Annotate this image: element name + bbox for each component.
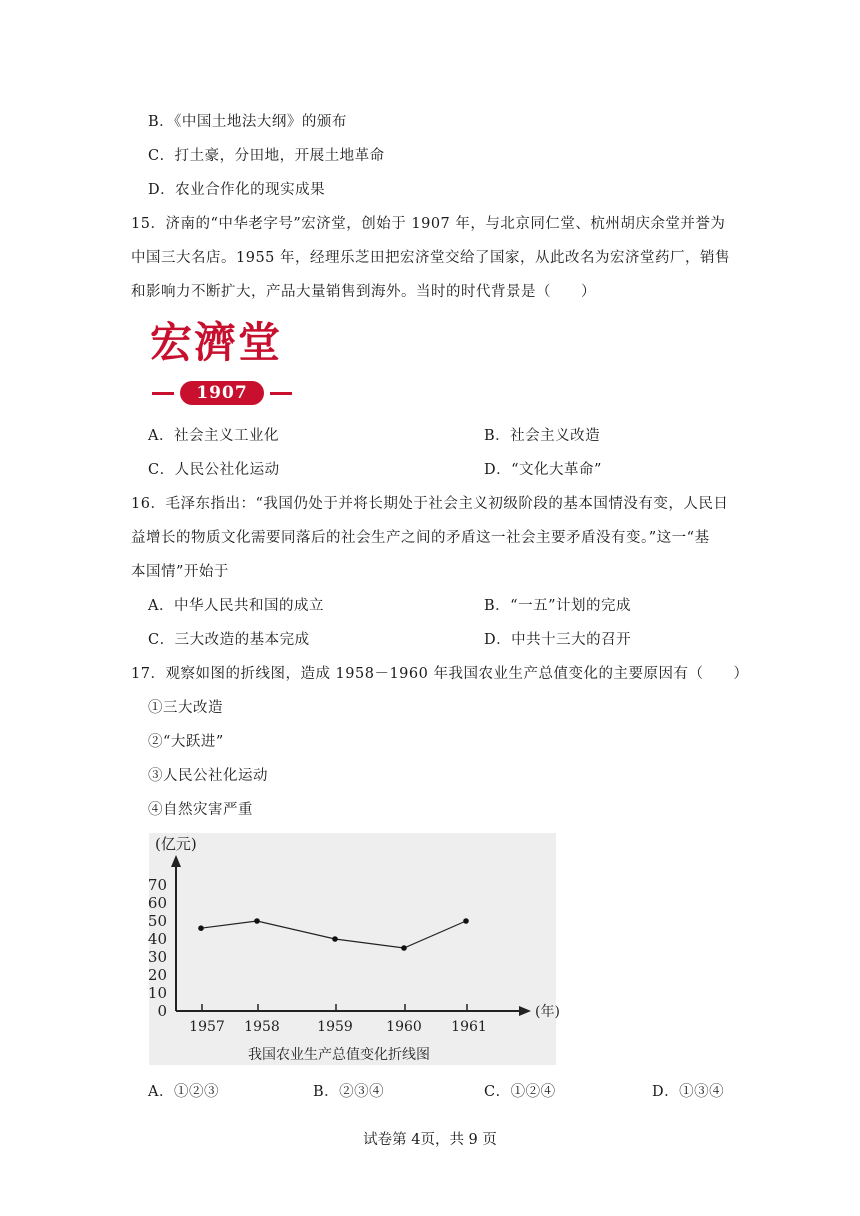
q17-item-1: ①三大改造 bbox=[148, 700, 223, 716]
q16-option-c: C．三大改造的基本完成 bbox=[148, 632, 310, 648]
q16-stem-line-3: 本国情”开始于 bbox=[131, 564, 229, 580]
chart-svg bbox=[147, 833, 560, 1065]
q17-option-b: B．②③④ bbox=[313, 1084, 385, 1100]
x-axis-label: (年) bbox=[535, 1004, 560, 1020]
q16-option-d: D．中共十三大的召开 bbox=[484, 632, 632, 648]
q17-item-3: ③人民公社化运动 bbox=[148, 768, 268, 784]
data-point-1959 bbox=[332, 936, 338, 942]
q15-stem-line-3: 和影响力不断扩大，产品大量销售到海外。当时的时代背景是（ ） bbox=[131, 284, 596, 300]
y-tick-label: 30 bbox=[147, 948, 167, 966]
series-line bbox=[201, 921, 466, 948]
q15-option-d: D．“文化大革命” bbox=[484, 462, 602, 478]
q17-option-c: C．①②④ bbox=[484, 1084, 556, 1100]
x-tick-label: 1961 bbox=[451, 1019, 487, 1035]
agri-output-chart bbox=[147, 833, 560, 1065]
q16-stem-line-1: 16．毛泽东指出：“我国仍处于并将长期处于社会主义初级阶段的基本国情没有变，人民日 bbox=[131, 496, 729, 512]
y-tick-label: 70 bbox=[147, 876, 167, 894]
q15-option-b: B．社会主义改造 bbox=[484, 428, 601, 444]
y-tick-label: 20 bbox=[147, 966, 167, 984]
page-footer: 试卷第 4页，共 9 页 bbox=[363, 1132, 497, 1148]
q14-option-c: C．打土豪，分田地，开展土地革命 bbox=[148, 148, 385, 164]
x-tick-label: 1960 bbox=[386, 1019, 422, 1035]
q16-stem-line-2: 益增长的物质文化需要同落后的社会生产之间的矛盾这一社会主要矛盾没有变。”这一“基 bbox=[131, 530, 710, 546]
q15-stem-line-2: 中国三大名店。1955 年，经理乐芝田把宏济堂交给了国家，从此改名为宏济堂药厂，销售 bbox=[131, 250, 731, 266]
q17-option-a: A．①②③ bbox=[148, 1084, 219, 1100]
y-tick-label: 50 bbox=[147, 912, 167, 930]
q16-option-a: A．中华人民共和国的成立 bbox=[148, 598, 324, 614]
x-axis-arrow bbox=[519, 1006, 531, 1016]
q15-option-a: A．社会主义工业化 bbox=[148, 428, 279, 444]
q15-stem-line-1: 15．济南的“中华老字号”宏济堂，创始于 1907 年，与北京同仁堂、杭州胡庆余堂并誉为 bbox=[131, 216, 726, 232]
y-axis-label: (亿元) bbox=[155, 835, 197, 853]
data-point-1961 bbox=[463, 918, 469, 924]
q16-option-b: B．“一五”计划的完成 bbox=[484, 598, 631, 614]
data-point-1960 bbox=[401, 945, 407, 951]
x-tick-label: 1957 bbox=[189, 1019, 225, 1035]
data-point-1957 bbox=[198, 925, 204, 931]
data-point-1958 bbox=[254, 918, 260, 924]
logo-rule-right bbox=[270, 392, 292, 395]
q17-item-4: ④自然灾害严重 bbox=[148, 802, 253, 818]
q14-option-b: B．《中国土地法大纲》的颁布 bbox=[148, 114, 347, 130]
logo-rule-left bbox=[152, 392, 174, 395]
q17-stem: 17．观察如图的折线图，造成 1958－1960 年我国农业生产总值变化的主要原因有（ ） bbox=[131, 666, 749, 682]
y-tick-label: 60 bbox=[147, 894, 167, 912]
hongjitang-logo bbox=[148, 315, 298, 415]
x-tick-label: 1958 bbox=[244, 1019, 280, 1035]
q15-option-c: C．人民公社化运动 bbox=[148, 462, 280, 478]
y-tick-label: 0 bbox=[157, 1002, 167, 1020]
logo-year-badge: 1907 bbox=[180, 381, 264, 405]
y-tick-label: 40 bbox=[147, 930, 167, 948]
x-tick-label: 1959 bbox=[317, 1019, 353, 1035]
y-axis-arrow bbox=[171, 855, 181, 867]
chart-title: 我国农业生产总值变化折线图 bbox=[248, 1047, 430, 1063]
q17-option-d: D．①③④ bbox=[652, 1084, 725, 1100]
logo-year-row bbox=[148, 379, 298, 409]
q17-item-2: ②“大跃进” bbox=[148, 734, 224, 750]
logo-name: 宏濟堂 bbox=[150, 318, 283, 367]
y-tick-label: 10 bbox=[147, 984, 167, 1002]
q14-option-d: D．农业合作化的现实成果 bbox=[148, 182, 326, 198]
